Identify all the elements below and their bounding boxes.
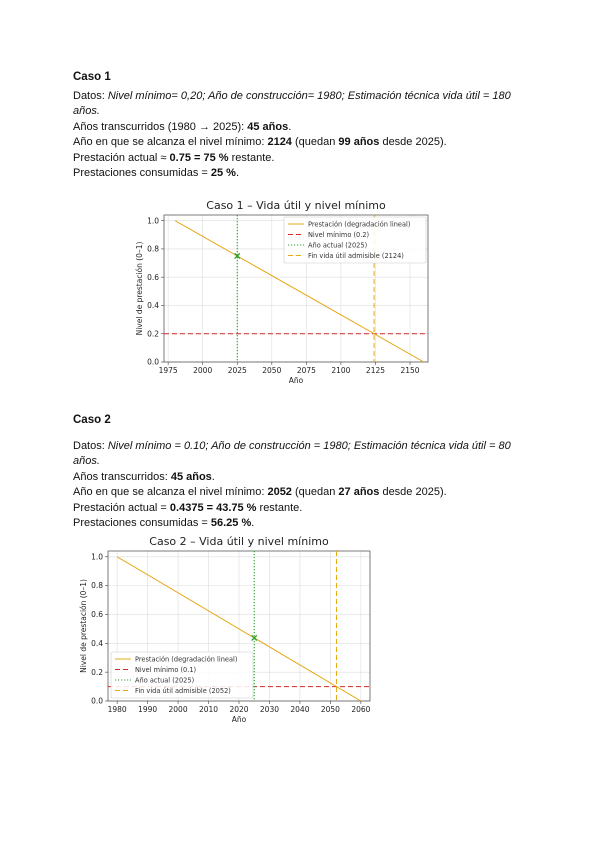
case-2-datos: Datos: Nivel mínimo = 0.10; Año de construcción = 1980; Estimación técnica vida útil = 80 años. bbox=[73, 439, 511, 467]
case-1-text bbox=[73, 70, 533, 182]
chart-caso-2 bbox=[74, 533, 374, 728]
x-axis-label: Año bbox=[231, 715, 247, 724]
y-tick-label: 0.0 bbox=[147, 357, 159, 367]
case-1-prestacion: Prestación actual ≈ 0.75 = 75 % restante. bbox=[73, 151, 275, 164]
legend-label: Prestación (degradación lineal) bbox=[135, 655, 238, 664]
legend-label: Año actual (2025) bbox=[308, 241, 368, 250]
case-2-consumidas: Prestaciones consumidas = 56.25 %. bbox=[73, 517, 255, 529]
legend-label: Fin vida útil admisible (2052) bbox=[135, 686, 231, 695]
x-axis-label: Año bbox=[288, 376, 304, 385]
x-tick-label: 1975 bbox=[158, 366, 178, 375]
x-tick-label: 2100 bbox=[331, 366, 351, 375]
legend-label: Año actual (2025) bbox=[135, 676, 195, 685]
y-tick-label: 1.0 bbox=[147, 216, 159, 226]
legend-label: Fin vida útil admisible (2124) bbox=[308, 251, 404, 260]
chart-caso-1 bbox=[128, 188, 440, 388]
x-tick-label: 2050 bbox=[262, 366, 282, 375]
case-1-anio-minimo: Año en que se alcanza el nivel mínimo: 2124 (quedan 99 años desde 2025). bbox=[73, 136, 447, 148]
y-axis-label: Nivel de prestación (0–1) bbox=[135, 241, 144, 336]
y-tick-label: 1.0 bbox=[91, 552, 103, 562]
y-tick-label: 0.8 bbox=[147, 244, 159, 254]
case-1-title: Caso 1 bbox=[73, 71, 111, 83]
y-axis-label: Nivel de prestación (0–1) bbox=[79, 579, 88, 673]
y-tick-label: 0.4 bbox=[91, 638, 103, 648]
case-2-anios: Años transcurridos: 45 años. bbox=[73, 470, 215, 483]
case-2-title: Caso 2 bbox=[73, 414, 111, 426]
legend-label: Prestación (degradación lineal) bbox=[308, 220, 411, 229]
case-1-consumidas: Prestaciones consumidas = 25 %. bbox=[73, 167, 240, 179]
x-tick-label: 2020 bbox=[229, 705, 249, 714]
x-tick-label: 2150 bbox=[400, 366, 420, 375]
y-tick-label: 0.0 bbox=[91, 696, 103, 706]
x-tick-label: 1990 bbox=[138, 705, 158, 714]
x-tick-label: 2030 bbox=[259, 705, 280, 714]
x-tick-label: 2125 bbox=[365, 366, 386, 375]
x-tick-label: 2050 bbox=[320, 705, 340, 714]
y-tick-label: 0.6 bbox=[147, 272, 159, 282]
x-tick-label: 2075 bbox=[296, 366, 316, 375]
x-tick-label: 2060 bbox=[351, 705, 371, 714]
case-1-anios: Años transcurridos (1980 → 2025): 45 años. bbox=[73, 120, 292, 133]
x-tick-label: 2025 bbox=[227, 366, 247, 375]
case-2-text bbox=[73, 413, 533, 532]
case-1-datos: Datos: Nivel mínimo= 0,20; Año de construcción= 1980; Estimación técnica vida útil = 180 años. bbox=[73, 89, 511, 117]
x-tick-label: 1980 bbox=[107, 705, 127, 714]
y-tick-label: 0.6 bbox=[91, 610, 103, 620]
y-tick-label: 0.4 bbox=[147, 301, 159, 311]
x-tick-label: 2040 bbox=[290, 705, 310, 714]
x-tick-label: 2000 bbox=[168, 705, 188, 714]
legend-label: Nivel mínimo (0.2) bbox=[308, 230, 370, 239]
chart-title: Caso 1 – Vida útil y nivel mínimo bbox=[206, 199, 386, 212]
legend-label: Nivel mínimo (0.1) bbox=[135, 665, 197, 674]
case-2-prestacion: Prestación actual = 0.4375 = 43.75 % restante. bbox=[73, 501, 303, 514]
x-tick-label: 2000 bbox=[193, 366, 213, 375]
case-2-anio-minimo: Año en que se alcanza el nivel mínimo: 2052 (quedan 27 años desde 2025). bbox=[73, 486, 447, 498]
x-tick-label: 2010 bbox=[198, 705, 219, 714]
y-tick-label: 0.8 bbox=[91, 581, 103, 591]
y-tick-label: 0.2 bbox=[91, 667, 103, 677]
chart-title: Caso 2 – Vida útil y nivel mínimo bbox=[149, 535, 329, 548]
y-tick-label: 0.2 bbox=[147, 329, 159, 339]
